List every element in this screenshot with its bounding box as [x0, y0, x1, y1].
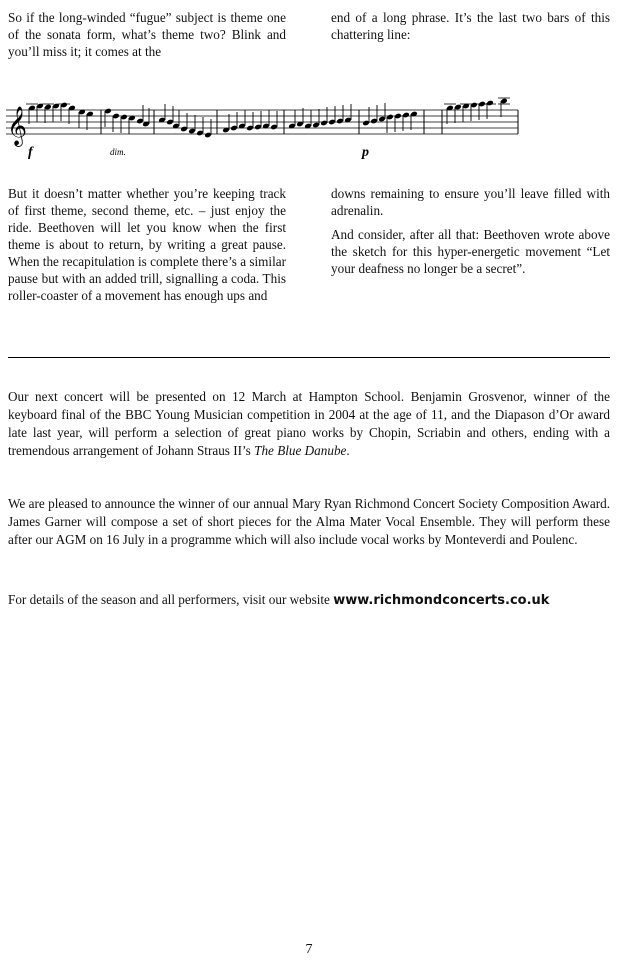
- concert-text: Our next concert will be presented on 12 March at Hampton School. Benjamin Grosvenor, winner of the keyboard final of the BBC Young Musician competition in 2004 at the age of 11, and the Diapason d’Or award late last year, will perform a selection of great piano works by Chopin, Scriabin and others, ending with a tremendous arrangement of Johann Straus II’s: [8, 389, 610, 458]
- article-column-right-middle: [331, 185, 610, 284]
- music-notes: [26, 98, 510, 139]
- concert-text-end: .: [346, 443, 350, 458]
- website-paragraph: [8, 591, 610, 610]
- award-announcement: [8, 495, 610, 549]
- page-number: 7: [305, 942, 313, 957]
- award-paragraph: We are pleased to announce the winner of our annual Mary Ryan Richmond Concert Society Composition Award. James Garner will compose a set of short pieces for the Alma Mater Vocal Ensemble. They will perform these after our AGM on 16 July in a programme which will also include vocal works by Monteverdi and Poulenc.: [8, 496, 610, 547]
- website-link[interactable]: www.richmondconcerts.co.uk: [333, 593, 550, 608]
- article-paragraph: But it doesn’t matter whether you’re keeping track of first theme, second theme, etc. – just enjoy the ride. Beethoven will let you know when the first theme is about to return, by writing a great pause. When the recapitulation is complete there’s a similar pause but with an added trill, signalling a coda. This roller-coaster of a movement has enough ups and: [8, 186, 286, 303]
- music-score-excerpt: [4, 96, 520, 162]
- treble-clef-icon: 𝄞: [7, 106, 28, 146]
- dynamic-diminuendo: dim.: [110, 147, 126, 157]
- website-text: For details of the season and all performers, visit our website: [8, 592, 334, 607]
- article-paragraph: So if the long-winded “fugue” subject is theme one of the sonata form, what’s theme two? Blink and you’ll miss it; it comes at the: [8, 10, 286, 59]
- website-note: [8, 591, 610, 610]
- article-paragraph: And consider, after all that: Beethoven wrote above the sketch for this hyper-energetic movement “Let your deafness no longer be a secret”.: [331, 227, 610, 276]
- article-column-right-top: [331, 9, 610, 50]
- article-column-left-top: [8, 9, 286, 67]
- concert-announcement: [8, 388, 610, 460]
- concert-piece-title: The Blue Danube: [254, 443, 347, 458]
- concert-paragraph: [8, 388, 610, 460]
- dynamic-forte: f: [28, 145, 33, 160]
- dynamic-piano: p: [362, 145, 369, 160]
- article-paragraph: end of a long phrase. It’s the last two bars of this chattering line:: [331, 10, 610, 42]
- article-paragraph: downs remaining to ensure you’ll leave filled with adrenalin.: [331, 186, 610, 218]
- section-divider: [8, 357, 610, 358]
- article-column-left-middle: [8, 185, 286, 311]
